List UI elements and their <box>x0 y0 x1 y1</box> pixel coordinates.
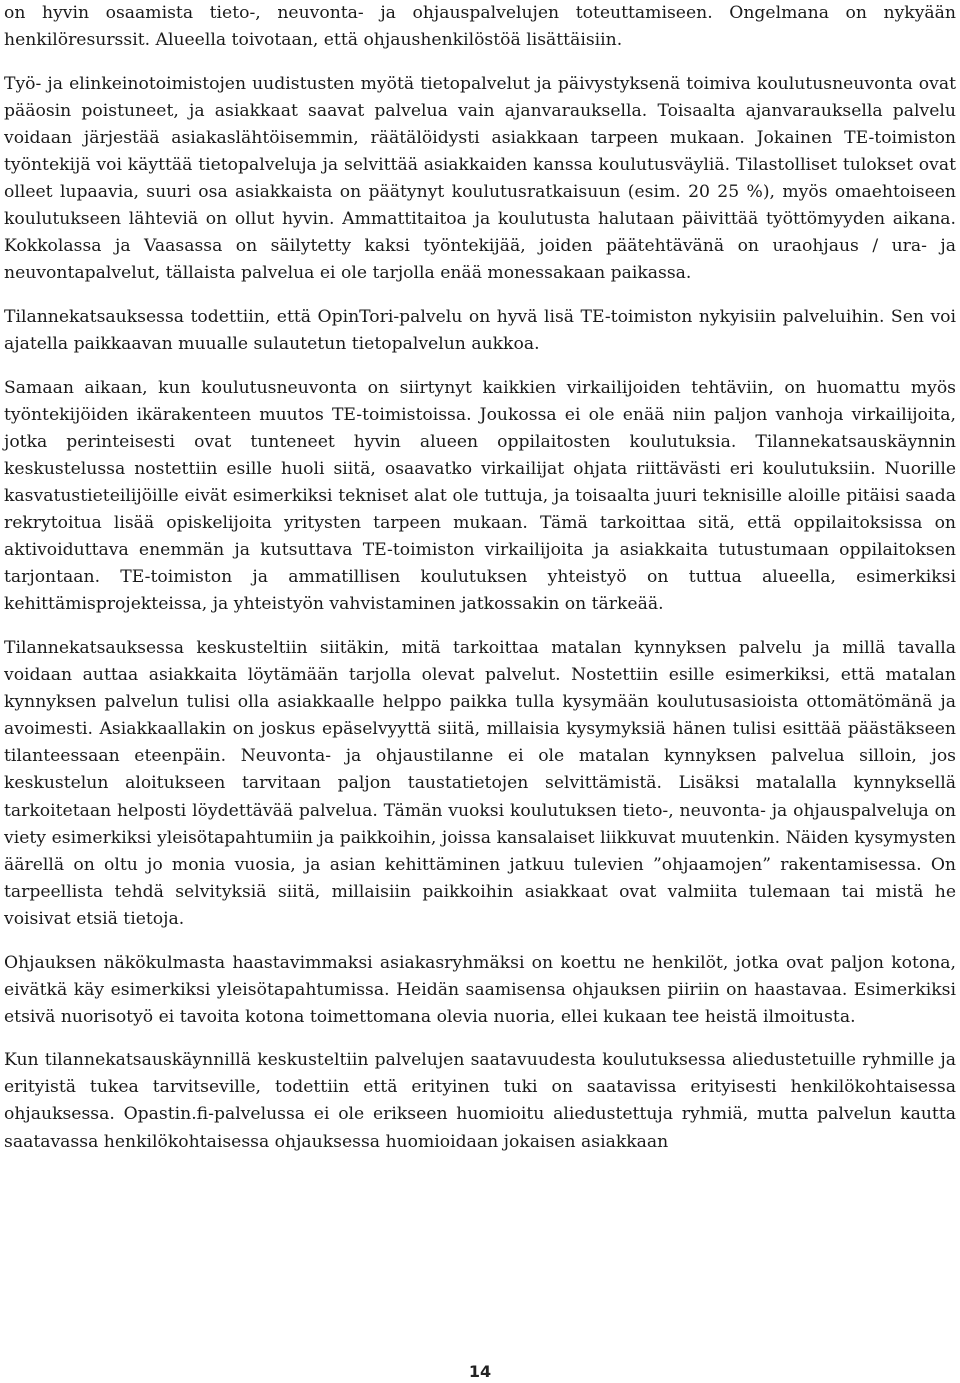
paragraph: Työ- ja elinkeinotoimistojen uudistusten myötä tietopalvelut ja päivystyksenä toimiva koulutusneuvonta ovat pääosin poistuneet, ja asiakkaat saavat palvelua vain ajanvarauksella. Toisaalta ajanvarauksella palvelu voidaan järjestää asiakaslähtöisemmin, räätälöidysti asiakkaan tarpeen mukaan. Jokainen TE-toimiston työntekijä voi käyttää tietopalveluja ja selvittää asiakkaiden kanssa koulutusväyliä. Tilastolliset tulokset ovat olleet lupaavia, suuri osa asiakkaista on päätynyt koulutusratkaisuun (esim. 20 25 %), myös omaehtoiseen koulutukseen lähteviä on ollut hyvin. Ammattitaitoa ja koulutusta halutaan päivittää työttömyyden aikana. Kokkolassa ja Vaasassa on säilytetty kaksi työntekijää, joiden päätehtävänä on uraohjaus / ura- ja neuvontapalvelut, tällaista palvelua ei ole tarjolla enää monessakaan paikassa. <box>4 73 956 284</box>
paragraph: Kun tilannekatsauskäynnillä keskusteltiin palvelujen saatavuudesta koulutuksessa aliedustetuille ryhmille ja erityistä tukea tarvitseville, todettiin että erityinen tuki on saatavissa erityisesti henkilökohtaisessa ohjauksessa. Opastin.fi-palvelussa ei ole erikseen huomioitu aliedustettuja ryhmiä, mutta palvelun kautta saatavassa henkilökohtaisessa ohjauksessa huomioidaan jokaisen asiakkaan <box>4 1050 956 1152</box>
document-page <box>4 0 956 1172</box>
paragraph: on hyvin osaamista tieto-, neuvonta- ja ohjauspalvelujen toteuttamiseen. Ongelmana on nykyään henkilöresurssit. Alueella toivotaan, että ohjaushenkilöstöä lisättäisiin. <box>4 3 956 51</box>
paragraph: Tilannekatsauksessa todettiin, että OpinTori-palvelu on hyvä lisä TE-toimiston nykyisiin palveluihin. Sen voi ajatella paikkaavan muualle sulautetun tietopalvelun aukkoa. <box>4 306 956 355</box>
paragraph: Samaan aikaan, kun koulutusneuvonta on siirtynyt kaikkien virkailijoiden tehtäviin, on huomattu myös työntekijöiden ikärakenteen muutos TE-toimistoissa. Joukossa ei ole enää niin paljon vanhoja virkailijoita, jotka perinteisesti ovat tunteneet hyvin alueen oppilaitosten koulutuksia. Tilannekatsauskäynnin keskustelussa nostettiin esille huoli siitä, osaavatko virkailijat ohjata riittävästi eri koulutuksiin. Nuorille kasvatustieteilijöille eivät esimerkiksi tekniset alat ole tuttuja, ja toisaalta juuri teknisille aloille pitäisi saada rekrytoitua lisää opiskelijoita yritysten tarpeen mukaan. Tämä tarkoittaa sitä, että oppilaitoksissa on aktivoiduttava enemmän ja kutsuttava TE-toimiston virkailijoita ja asiakkaita tutustumaan oppilaitoksen tarjontaan. TE-toimiston ja ammatillisen koulutuksen yhteistyö on tuttua alueella, esimerkiksi kehittämisprojekteissa, ja yhteistyön vahvistaminen jatkossakin on tärkeää. <box>4 377 956 615</box>
paragraph: Ohjauksen näkökulmasta haastavimmaksi asiakasryhmäksi on koettu ne henkilöt, jotka ovat paljon kotona, eivätkä käy esimerkiksi yleisötapahtumissa. Heidän saamisensa ohjauksen piiriin on haastavaa. Esimerkiksi etsivä nuorisotyö ei tavoita kotona toimettomana olevia nuoria, ellei kukaan tee heistä ilmoitusta. <box>4 952 956 1027</box>
paragraph: Tilannekatsauksessa keskusteltiin siitäkin, mitä tarkoittaa matalan kynnyksen palvelu ja millä tavalla voidaan auttaa asiakkaita löytämään tarjolla olevat palvelut. Nostettiin esille esimerkiksi, että matalan kynnyksen palvelun tulisi olla asiakkaalle helppo paikka tulla kysymään koulutusasioista ottomätömänä ja avoimesti. Asiakkaallakin on joskus epäselvyyttä siitä, millaisia kysymyksiä hänen tulisi esittää päästäkseen tilanteessaan eteenpäin. Neuvonta- ja ohjaustilanne ei ole matalan kynnyksen palvelua silloin, jos keskustelun aloitukseen tarvitaan paljon taustatietojen selvittämistä. Lisäksi matalalla kynnyksellä tarkoitetaan helposti löydettävää palvelua. Tämän vuoksi koulutuksen tieto-, neuvonta- ja ohjauspalveluja on viety esimerkiksi yleisötapahtumiin ja paikkoihin, joissa kansalaiset liikkuvat muutenkin. Näiden kysymysten äärellä on oltu jo monia vuosia, ja asian kehittäminen jatkuu tulevien ”ohjaamojen” rakentamisessa. On tarpeellista tehdä selvityksiä siitä, millaisiin paikkoihin asiakkaat ovat valmiita tulemaan tai mistä he voisivat etsiä tietoja. <box>4 637 956 929</box>
page-number: 14 <box>468 1362 492 1381</box>
